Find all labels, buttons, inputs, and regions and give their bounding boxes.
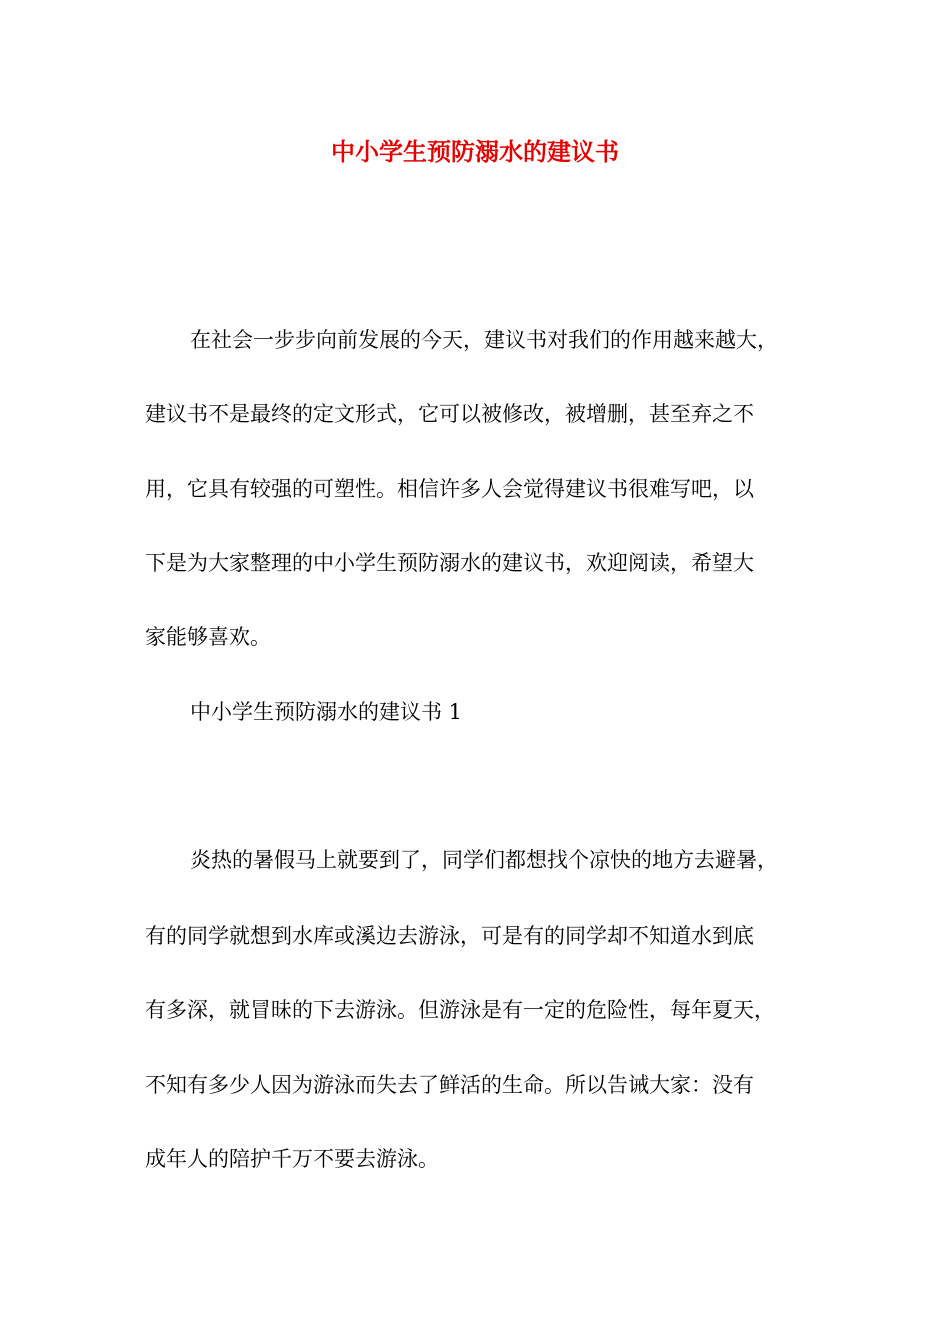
body-line: 成年人的陪护千万不要去游泳。: [145, 1147, 439, 1171]
intro-line: 在社会一步步向前发展的今天，建议书对我们的作用越来越大，: [190, 328, 778, 352]
intro-line: 家能够喜欢。: [145, 625, 271, 649]
intro-line: 下是为大家整理的中小学生预防溺水的建议书，欢迎阅读，希望大: [145, 551, 754, 575]
body-line: 有的同学就想到水库或溪边去游泳，可是有的同学却不知道水到底: [145, 924, 754, 948]
body-line: 有多深，就冒昧的下去游泳。但游泳是有一定的危险性，每年夏天，: [145, 998, 775, 1022]
body-line: 不知有多少人因为游泳而失去了鲜活的生命。所以告诫大家：没有: [145, 1073, 754, 1097]
document-title: 中小学生预防溺水的建议书: [331, 137, 619, 166]
intro-line: 建议书不是最终的定文形式，它可以被修改，被增删，甚至弃之不: [145, 402, 754, 426]
intro-line: 用，它具有较强的可塑性。相信许多人会觉得建议书很难写吧，以: [145, 477, 754, 501]
section-heading: 中小学生预防溺水的建议书 1: [190, 700, 463, 724]
body-line: 炎热的暑假马上就要到了，同学们都想找个凉快的地方去避暑，: [190, 848, 778, 872]
